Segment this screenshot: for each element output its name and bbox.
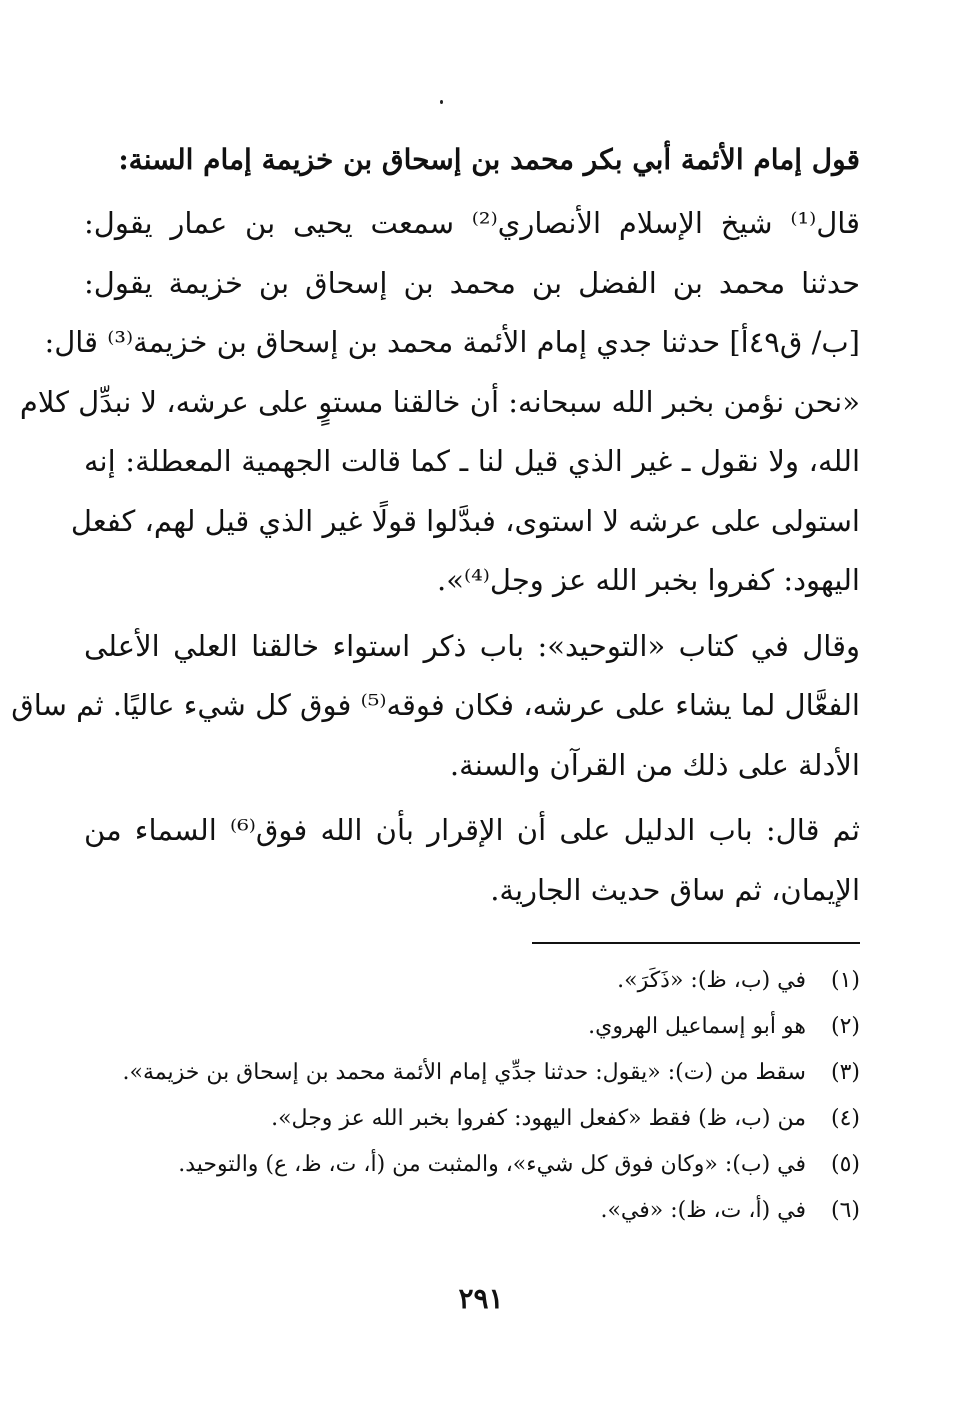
footnote-text: في (ب، ظ): «ذَكَرَ».: [617, 968, 806, 993]
footnote: [84, 1050, 860, 1096]
paragraph-line: «نحن نؤمن بخبر الله سبحانه: أن خالقنا مستوٍ على عرشه، لا نبدِّل كلام: [19, 384, 860, 419]
paragraph-1: [19, 194, 860, 611]
ink-speck: [440, 100, 443, 104]
paragraph-line: اليهود: كفروا بخبر الله عز وجل⁽⁴⁾».: [437, 563, 860, 597]
footnote-text: سقط من (ت): «يقول: حدثنا جدِّي إمام الأئمة محمد بن إسحاق بن خزيمة».: [122, 1060, 806, 1085]
paragraph-line: وقال في كتاب «التوحيد»: باب ذكر استواء خالقنا العلي الأعلى: [84, 628, 861, 663]
footnote-number: (٥): [830, 1152, 860, 1177]
footnote-number: (٣): [830, 1060, 860, 1085]
footnote-text: في (أ، ت، ظ): «في».: [600, 1198, 806, 1223]
paragraph-line: [ب/ ق٤٩أ] حدثنا جدي إمام الأئمة محمد بن إسحاق بن خزيمة⁽³⁾ قال:: [44, 325, 860, 359]
footnote-text: في (ب): «وكان فوق كل شيء»، والمثبت من (أ، ت، ظ، ع) والتوحيد.: [178, 1152, 806, 1177]
footnotes: [84, 958, 860, 1234]
paragraph-line: الأدلة على ذلك من القرآن والسنة.: [449, 747, 860, 782]
paragraph-line: الفعَّال لما يشاء على عرشه، فكان فوقه⁽⁵⁾ فوق كل شيء عاليًا. ثم ساق: [11, 688, 860, 722]
footnote: [84, 958, 860, 1004]
footnote-separator: [532, 942, 860, 944]
section-heading: قول إمام الأئمة أبي بكر محمد بن إسحاق بن خزيمة إمام السنة:: [118, 143, 860, 176]
footnote: [84, 1142, 860, 1188]
footnote: [84, 1188, 860, 1234]
paragraph-line: الإيمان، ثم ساق حديث الجارية.: [490, 872, 860, 907]
paragraph-line: ثم قال: باب الدليل على أن الإقرار بأن الله فوق⁽⁶⁾ السماء من: [84, 813, 861, 847]
paragraph-3: [84, 801, 860, 920]
paragraph-line: الله، ولا نقول ـ غير الذي قيل لنا ـ كما قالت الجهمية المعطلة: إنه: [84, 444, 860, 478]
footnote-text: من (ب، ظ) فقط «كفعل اليهود: كفروا بخبر الله عز وجل».: [271, 1106, 806, 1131]
paragraph-line: استولى على عرشه لا استوى، فبدَّلوا قولًا غير الذي قيل لهم، كفعل: [70, 503, 860, 538]
footnote: [84, 1096, 860, 1142]
footnote-number: (١): [830, 968, 860, 993]
paragraph-line: حدثنا محمد بن الفضل بن محمد بن إسحاق بن خزيمة يقول:: [84, 265, 860, 300]
footnote-number: (٤): [830, 1106, 860, 1131]
footnote-text: هو أبو إسماعيل الهروي.: [588, 1014, 806, 1039]
main-text: [11, 134, 861, 926]
footnote: [84, 1004, 860, 1050]
page-number: ٢٩١: [458, 1282, 504, 1315]
paragraph-2: [11, 617, 861, 796]
footnote-number: (٢): [830, 1014, 860, 1039]
footnote-number: (٦): [830, 1198, 860, 1223]
paragraph-line: قال⁽¹⁾ شيخ الإسلام الأنصاري⁽²⁾ سمعت يحيى بن عمار يقول:: [84, 206, 860, 240]
